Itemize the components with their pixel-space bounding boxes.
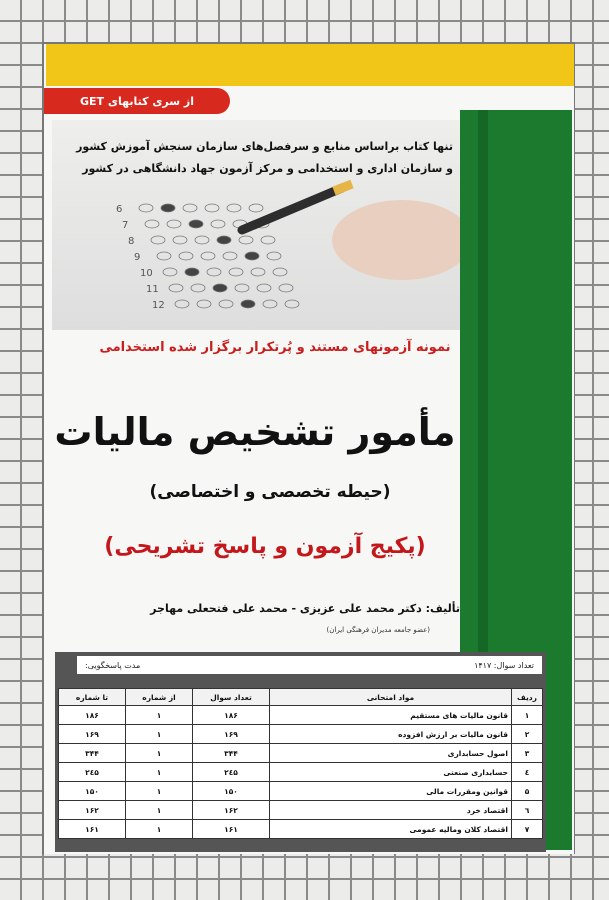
cell-subject: قوانین ومقررات مالی bbox=[270, 782, 512, 801]
cell-count: ۱۶۲ bbox=[193, 801, 270, 820]
answer-bubble bbox=[245, 252, 259, 260]
intro-line-2: و سازمان اداری و استخدامی و مرکز آزمون جهاد دانشگاهی در کشور bbox=[82, 162, 453, 175]
answer-bubble bbox=[249, 204, 263, 212]
sheet-row-number: 7 bbox=[122, 220, 129, 231]
answer-bubble bbox=[161, 204, 175, 212]
answer-bubble bbox=[183, 204, 197, 212]
answer-bubble bbox=[227, 204, 241, 212]
cell-row-number: ۱ bbox=[512, 706, 543, 725]
answer-bubble bbox=[201, 252, 215, 260]
sheet-row-number: 8 bbox=[128, 236, 135, 247]
header-from: از شماره bbox=[126, 689, 193, 706]
answer-bubble bbox=[163, 268, 177, 276]
table-row bbox=[59, 782, 543, 801]
cell-row-number: ۲ bbox=[512, 725, 543, 744]
cell-from: ۱ bbox=[126, 744, 193, 763]
series-banner: از سری کتابهای GET bbox=[44, 88, 230, 114]
answer-bubble bbox=[217, 236, 231, 244]
answer-bubble bbox=[241, 300, 255, 308]
cell-to: ۲٤۵ bbox=[59, 763, 126, 782]
answer-bubble bbox=[213, 284, 227, 292]
cell-from: ۱ bbox=[126, 801, 193, 820]
exam-info-bar bbox=[77, 656, 542, 674]
cell-subject: قانون مالیات های مستقیم bbox=[270, 706, 512, 725]
cell-row-number: ۳ bbox=[512, 744, 543, 763]
answer-bubble bbox=[191, 284, 205, 292]
intro-text bbox=[33, 136, 453, 180]
table-row bbox=[59, 801, 543, 820]
cell-to: ۱۶۲ bbox=[59, 801, 126, 820]
answer-bubble bbox=[251, 268, 265, 276]
answer-bubble bbox=[279, 284, 293, 292]
table-row bbox=[59, 706, 543, 725]
sheet-row-number: 6 bbox=[116, 204, 123, 215]
header-count: تعداد سوال bbox=[193, 689, 270, 706]
answer-bubble bbox=[223, 252, 237, 260]
cell-to: ۱۸۶ bbox=[59, 706, 126, 725]
package-subtitle: (پکیج آزمون و پاسخ تشریحی) bbox=[104, 534, 426, 559]
answer-bubble bbox=[285, 300, 299, 308]
table-row bbox=[59, 744, 543, 763]
answer-bubble bbox=[175, 300, 189, 308]
table-row bbox=[59, 820, 543, 839]
table-row bbox=[59, 725, 543, 744]
cell-count: ۲٤۵ bbox=[193, 763, 270, 782]
cell-row-number: ٤ bbox=[512, 763, 543, 782]
cell-to: ۱۵۰ bbox=[59, 782, 126, 801]
header-row-number: ردیف bbox=[512, 689, 543, 706]
answer-bubble bbox=[151, 236, 165, 244]
cell-row-number: ۷ bbox=[512, 820, 543, 839]
header-to: تا شماره bbox=[59, 689, 126, 706]
cell-subject: قانون مالیات بر ارزش افزوده bbox=[270, 725, 512, 744]
cell-from: ۱ bbox=[126, 763, 193, 782]
sheet-row-number: 9 bbox=[134, 252, 141, 263]
header-subject: مواد امتحانی bbox=[270, 689, 512, 706]
cell-count: ۱۵۰ bbox=[193, 782, 270, 801]
exam-samples-heading: نمونه آزمونهای مستند و پُرتکرار برگزار شده استخدامی bbox=[99, 340, 451, 355]
yellow-band bbox=[46, 44, 574, 86]
cell-to: ۱۶۹ bbox=[59, 725, 126, 744]
field-subtitle: (حیطه تخصصی و اختصاصی) bbox=[149, 482, 391, 502]
answer-bubble bbox=[179, 252, 193, 260]
cell-subject: اقتصاد کلان ومالیه عمومی bbox=[270, 820, 512, 839]
book-title: مأمور تشخیص مالیات bbox=[54, 410, 456, 454]
answer-bubble bbox=[229, 268, 243, 276]
intro-line-1: تنها کتاب براساس منابع و سرفصل‌های سازمان سنجش آموزش کشور bbox=[76, 140, 453, 153]
cell-subject: اقتصاد خرد bbox=[270, 801, 512, 820]
table-header-row bbox=[59, 689, 543, 706]
cell-from: ۱ bbox=[126, 706, 193, 725]
answer-bubble bbox=[169, 284, 183, 292]
answer-bubble bbox=[235, 284, 249, 292]
sheet-row-number: 11 bbox=[146, 284, 159, 295]
answer-bubble bbox=[219, 300, 233, 308]
answer-bubble bbox=[257, 284, 271, 292]
answer-bubble bbox=[263, 300, 277, 308]
answer-bubble bbox=[189, 220, 203, 228]
exam-table-panel bbox=[55, 652, 546, 852]
sheet-row-number: 10 bbox=[140, 268, 153, 279]
answer-bubble bbox=[239, 236, 253, 244]
pencil-icon bbox=[242, 188, 342, 230]
answer-bubble bbox=[157, 252, 171, 260]
cell-count: ۱۶۱ bbox=[193, 820, 270, 839]
cell-count: ۱۶۹ bbox=[193, 725, 270, 744]
cell-row-number: ٦ bbox=[512, 801, 543, 820]
answer-bubble bbox=[195, 236, 209, 244]
pencil-band bbox=[334, 184, 352, 191]
cell-subject: حسابداری صنعتی bbox=[270, 763, 512, 782]
answer-bubble bbox=[139, 204, 153, 212]
cell-to: ۳۴۴ bbox=[59, 744, 126, 763]
answer-bubble bbox=[197, 300, 211, 308]
cell-subject: اصول حسابداری bbox=[270, 744, 512, 763]
authors-line: تألیف: دکتر محمد علی عزیزی - محمد علی فتحعلی مهاجر bbox=[150, 602, 460, 615]
cell-count: ۳۴۴ bbox=[193, 744, 270, 763]
answer-bubble bbox=[211, 220, 225, 228]
sheet-row-number: 12 bbox=[152, 300, 165, 311]
answer-bubble bbox=[167, 220, 181, 228]
answer-bubble bbox=[273, 268, 287, 276]
cell-row-number: ۵ bbox=[512, 782, 543, 801]
exam-subjects-table bbox=[58, 688, 543, 839]
table-row bbox=[59, 763, 543, 782]
affiliation-line: (عضو جامعه مدیران فرهنگی ایران) bbox=[326, 626, 430, 634]
duration-label: مدت پاسخگویی: bbox=[85, 660, 141, 670]
cell-from: ۱ bbox=[126, 820, 193, 839]
answer-bubble bbox=[267, 252, 281, 260]
answer-bubble bbox=[261, 236, 275, 244]
hand-shape bbox=[332, 200, 460, 280]
answer-bubble bbox=[145, 220, 159, 228]
cell-from: ۱ bbox=[126, 782, 193, 801]
cell-from: ۱ bbox=[126, 725, 193, 744]
answer-bubble bbox=[205, 204, 219, 212]
cell-count: ۱۸۶ bbox=[193, 706, 270, 725]
question-count: تعداد سوال: ۱۴۱۷ bbox=[474, 660, 534, 670]
cell-to: ۱۶۱ bbox=[59, 820, 126, 839]
answer-bubble bbox=[173, 236, 187, 244]
answer-bubble bbox=[185, 268, 199, 276]
answer-bubble bbox=[207, 268, 221, 276]
